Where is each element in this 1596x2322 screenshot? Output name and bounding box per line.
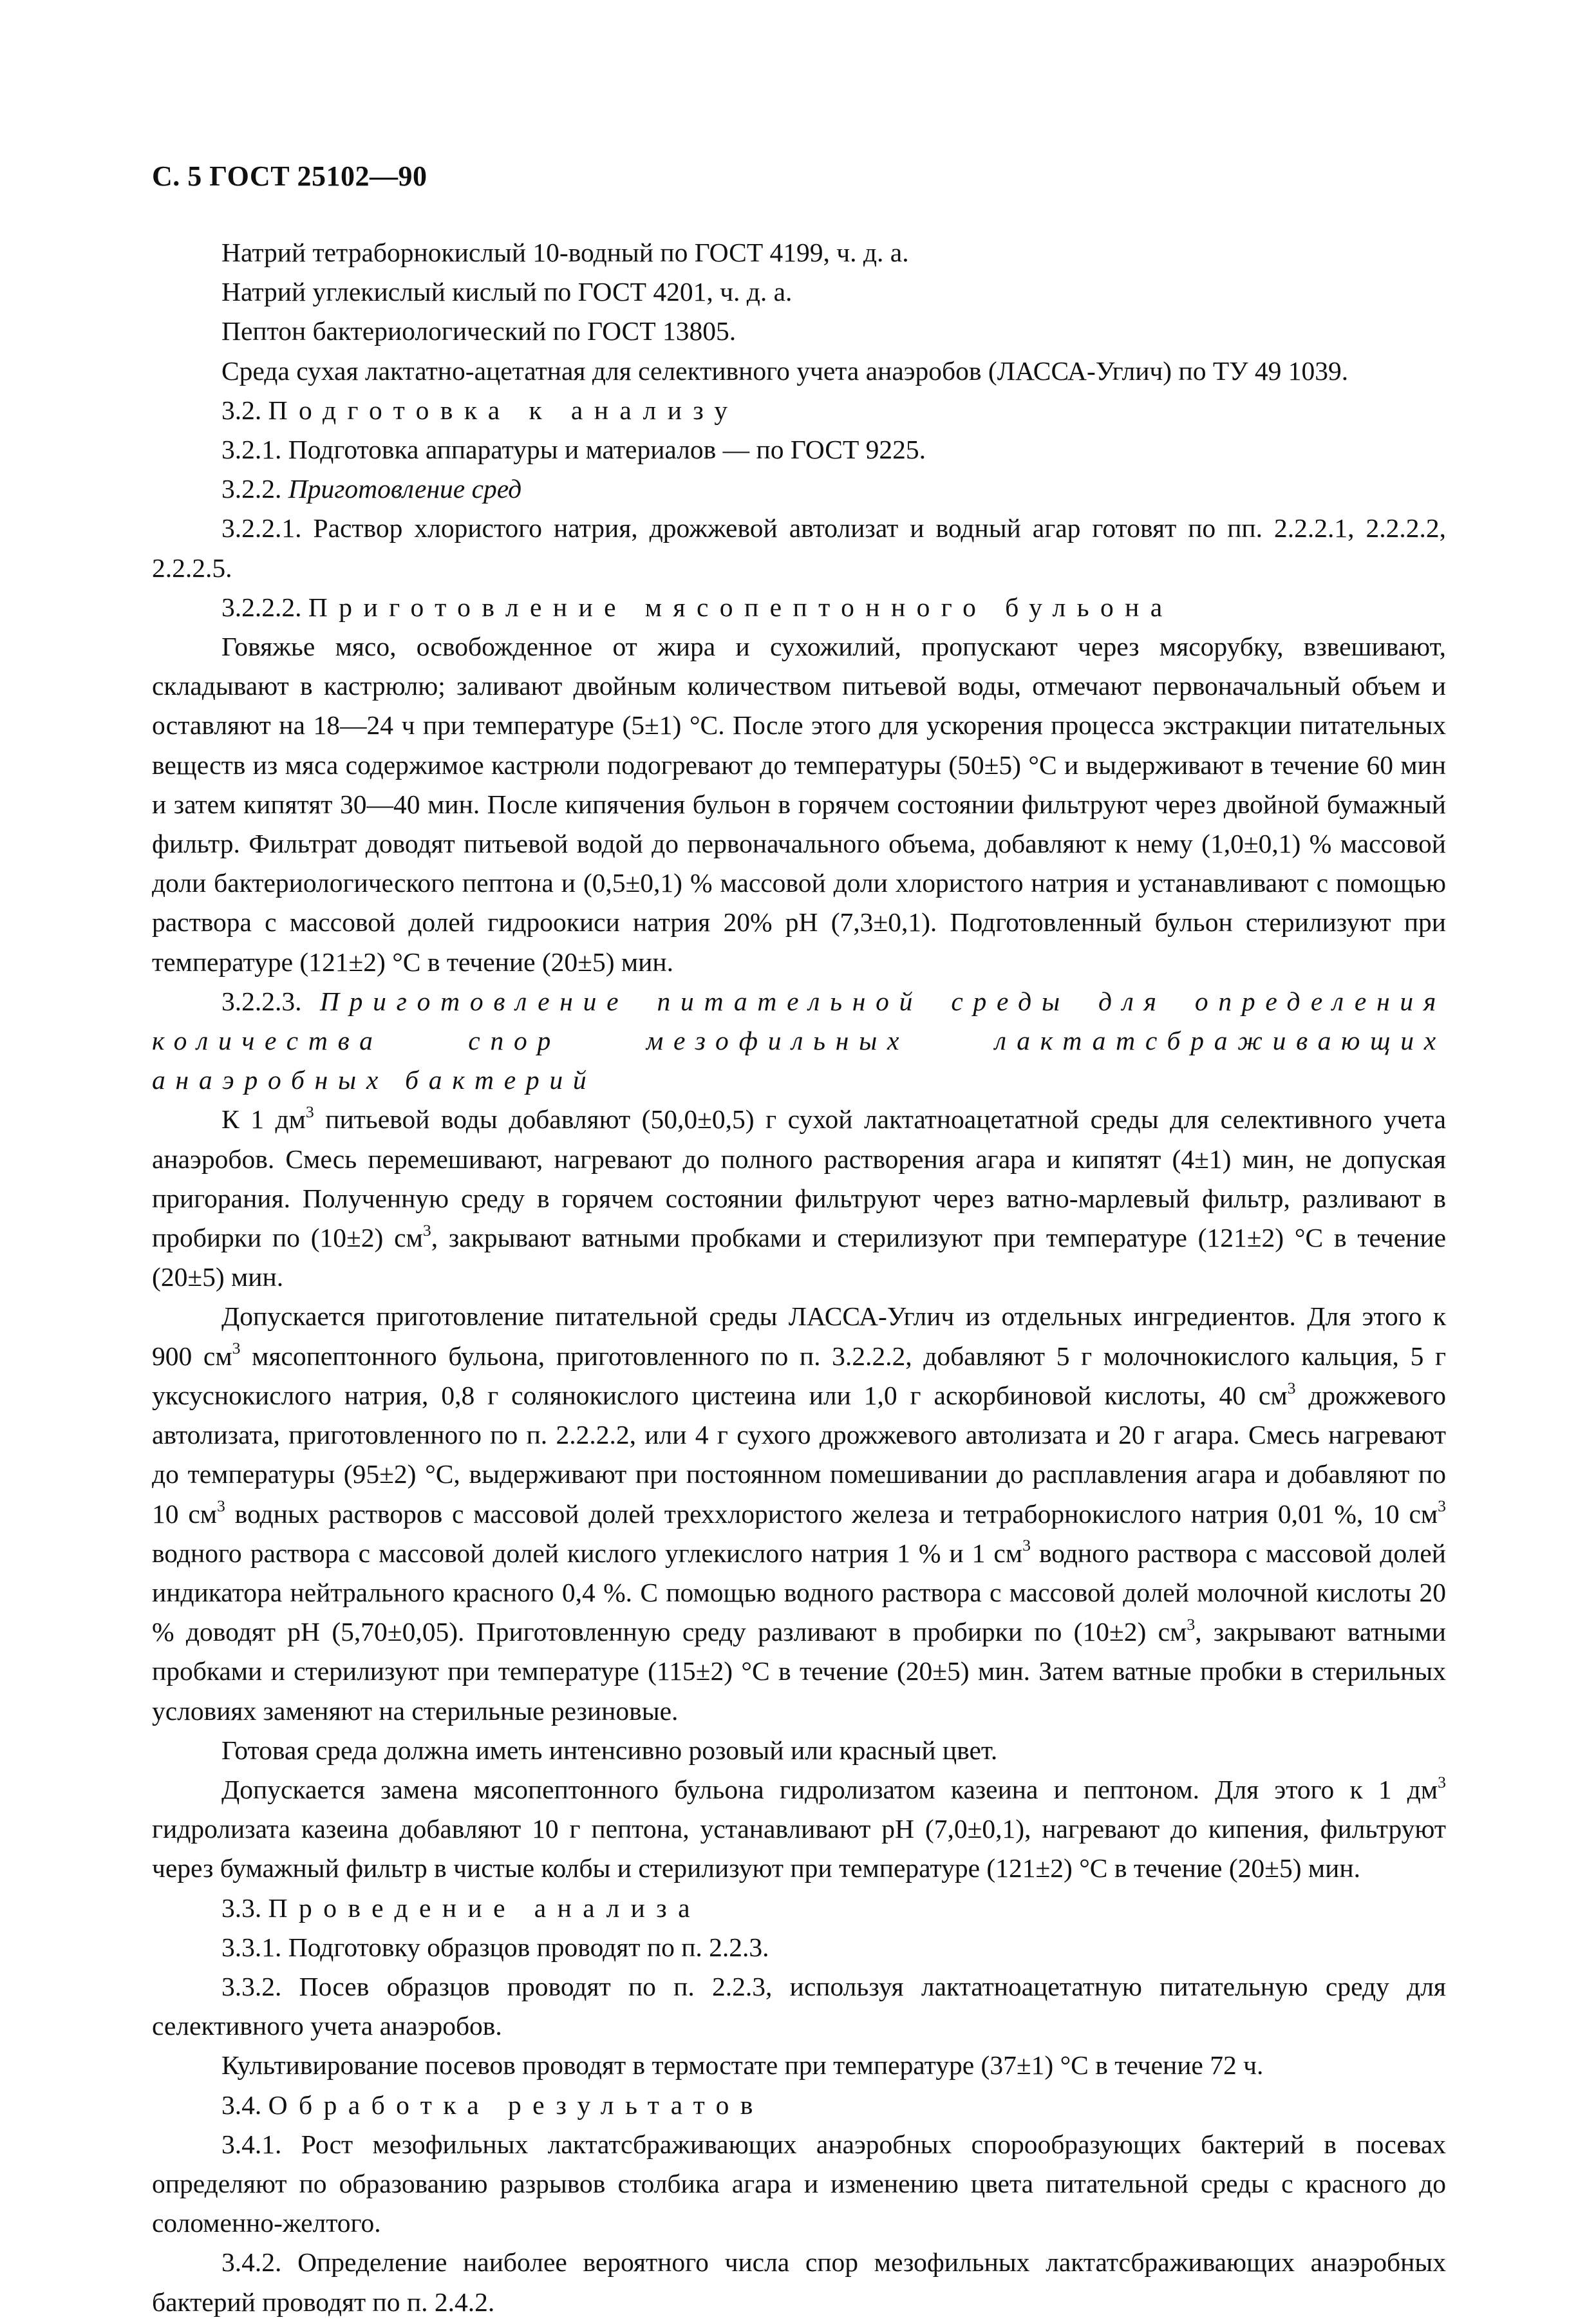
text-run: К 1 дм xyxy=(221,1104,306,1135)
cultivation-paragraph: Культивирование посевов проводят в термостате при температуре (37±1) °С в течение 72 ч. xyxy=(221,2050,1264,2081)
superscript: 3 xyxy=(422,1220,431,1240)
superscript: 3 xyxy=(1187,1614,1196,1634)
text-run: , закрывают ватными пробками и стерилизуют при температуре (121±2) °С в течение (20±5) мин. xyxy=(152,1223,1447,1292)
broth-paragraph: Говяжье мясо, освобожденное от жира и сухожилий, пропускают через мясорубку, взвешивают, складывают в кастрюлю; заливают двойным количеством питьевой воды, отмечают первоначальный объем и оставляют на 18—24 ч при температуре (5±1) °С. После этого для ускорения процесса экстракции питательных веществ из мяса содержимое кастрюли подогревают до температуры (50±5) °С и выдерживают в течение 60 мин и затем кипятят 30—40 мин. После кипячения бульон в горячем состоянии фильтруют через двойной бумажный фильтр. Фильтрат доводят питьевой водой до первоначального объема, добавляют к нему (1,0±0,1) % массовой доли бактериологического пептона и (0,5±0,1) % массовой доли хлористого натрия и устанавливают с помощью раствора с массовой долей гидроокиси натрия 20% рН (7,3±0,1). Подготовленный бульон стерилизуют при температуре (121±2) °С в течение (20±5) мин. xyxy=(152,632,1446,977)
clause-3-3-2: 3.3.2. Посев образцов проводят по п. 2.2.3, используя лактатноацетатную питательную среду для селективного учета анаэробов. xyxy=(152,1971,1446,2041)
section-number: 3.2. xyxy=(221,395,262,425)
clause-number: 3.2.2.3. xyxy=(221,986,302,1016)
clause-3-4-2: 3.4.2. Определение наиболее вероятного числа спор мезофильных лактатсбраживающих анаэробных бактерий проводят по п. 2.4.2. xyxy=(152,2247,1446,2317)
medium-paragraph xyxy=(152,1297,1446,1730)
material-item: Натрий тетраборнокислый 10-водный по ГОСТ 4199, ч. д. а. xyxy=(221,238,909,267)
medium-paragraph: Готовая среда должна иметь интенсивно розовый или красный цвет. xyxy=(221,1735,998,1765)
section-heading-3-4 xyxy=(152,2086,1446,2125)
clause-3-3-1: 3.3.1. Подготовку образцов проводят по п. 2.2.3. xyxy=(221,1932,769,1962)
clause-3-2-2 xyxy=(152,469,1446,509)
section-heading-3-3 xyxy=(152,1889,1446,1928)
text-run: мясопептонного бульона, приготовленного по п. 3.2.2.2, добавляют 5 г молочнокислого кальция, 5 г уксуснокислого натрия, 0,8 г солянокислого цистеина или 1,0 г аскорбиновой кислоты, 40 см xyxy=(152,1341,1446,1410)
section-title: Обработка результатов xyxy=(268,2090,764,2120)
clause-3-2-2-2 xyxy=(152,588,1446,627)
text-run: дрожжевого автолизата, приготовленного по п. 2.2.2.2, или 4 г сухого дрожжевого автолизата и 20 г агара. Смесь нагревают до температуры (95±2) °С, выдерживают при постоянном помешивании до расплавления агара и добавляют по 10 см xyxy=(152,1380,1446,1529)
clause-title: Приготовление питательной среды для определения количества спор мезофильных лактатсбраживающих анаэробных бактерий xyxy=(152,986,1447,1095)
text-run: Допускается замена мясопептонного бульона гидролизатом казеина и пептоном. Для этого к 1 дм xyxy=(221,1774,1438,1804)
section-number: 3.3. xyxy=(221,1893,262,1923)
superscript: 3 xyxy=(232,1339,241,1358)
clause-number: 3.2.2. xyxy=(221,474,282,504)
clause-3-4-1: 3.4.1. Рост мезофильных лактатсбраживающих анаэробных спорообразующих бактерий в посевах определяют по образованию разрывов столбика агара и изменению цвета питательной среды с красного до соломенно-желтого. xyxy=(152,2129,1446,2238)
superscript: 3 xyxy=(217,1496,225,1516)
text-run: , закрывают ватными пробками и стерилизуют при температуре (115±2) °С в течение (20±5) мин. Затем ватные пробки в стерильных условиях заменяют на стерильные резиновые. xyxy=(152,1617,1446,1726)
clause-3-2-1: 3.2.1. Подготовка аппаратуры и материалов — по ГОСТ 9225. xyxy=(221,435,926,465)
superscript: 3 xyxy=(1438,1496,1446,1516)
material-item: Натрий углекислый кислый по ГОСТ 4201, ч. д. а. xyxy=(221,277,793,307)
text-run: питьевой воды добавляют (50,0±0,5) г сухой лактатноацетатной среды для селективного учета анаэробов. Смесь перемешивают, нагревают до полного растворения агара и кипятят (4±1) мин, не допуская пригорания. Полученную среду в горячем состоянии фильтруют через ватно-марлевый фильтр, разливают в пробирки по (10±2) см xyxy=(152,1104,1446,1253)
clause-number: 3.2.2.2. xyxy=(221,592,302,622)
section-title: Подготовка к анализу xyxy=(268,395,739,425)
clause-3-2-2-3 xyxy=(152,982,1446,1100)
clause-title: Приготовление сред xyxy=(288,474,522,504)
superscript: 3 xyxy=(305,1102,314,1122)
material-item: Среда сухая лактатно-ацетатная для селективного учета анаэробов (ЛАССА-Углич) по ТУ 49 1039. xyxy=(221,355,1349,386)
section-title: Проведение анализа xyxy=(268,1893,701,1923)
superscript: 3 xyxy=(1438,1772,1446,1791)
text-run: Допускается приготовление питательной среды ЛАССА-Углич из отдельных ингредиентов. Для этого к 900 см xyxy=(152,1301,1446,1371)
clause-title: Приготовление мясопептонного бульона xyxy=(308,592,1174,622)
clause-3-2-2-1: 3.2.2.1. Раствор хлористого натрия, дрожжевой автолизат и водный агар готовят по пп. 2.2.2.1, 2.2.2.2, 2.2.2.5. xyxy=(152,513,1446,583)
page-header: С. 5 ГОСТ 25102—90 xyxy=(152,160,427,192)
medium-paragraph xyxy=(152,1770,1446,1889)
document-body xyxy=(152,233,1446,2322)
superscript: 3 xyxy=(1287,1378,1296,1397)
medium-paragraph xyxy=(152,1100,1446,1297)
text-run: гидролизата казеина добавляют 10 г пептона, устанавливают рН (7,0±0,1), нагревают до кипения, фильтруют через бумажный фильтр в чистые колбы и стерилизуют при температуре (121±2) °С в течение (20±5) мин. xyxy=(152,1814,1446,1883)
section-number: 3.4. xyxy=(221,2090,262,2120)
section-heading-3-2 xyxy=(152,391,1446,430)
superscript: 3 xyxy=(1022,1536,1031,1555)
text-run: водных растворов с массовой долей треххлористого железа и тетраборнокислого натрия 0,01 %, 10 см xyxy=(225,1498,1438,1529)
material-item: Пептон бактериологический по ГОСТ 13805. xyxy=(221,316,737,346)
text-run: водного раствора с массовой долей кислого углекислого натрия 1 % и 1 см xyxy=(152,1538,1023,1568)
text-run: водного раствора с массовой долей индикатора нейтрального красного 0,4 %. С помощью водного раствора с массовой долей молочной кислоты 20 % доводят рН (5,70±0,05). Приготовленную среду разливают в пробирки по (10±2) см xyxy=(152,1538,1446,1647)
